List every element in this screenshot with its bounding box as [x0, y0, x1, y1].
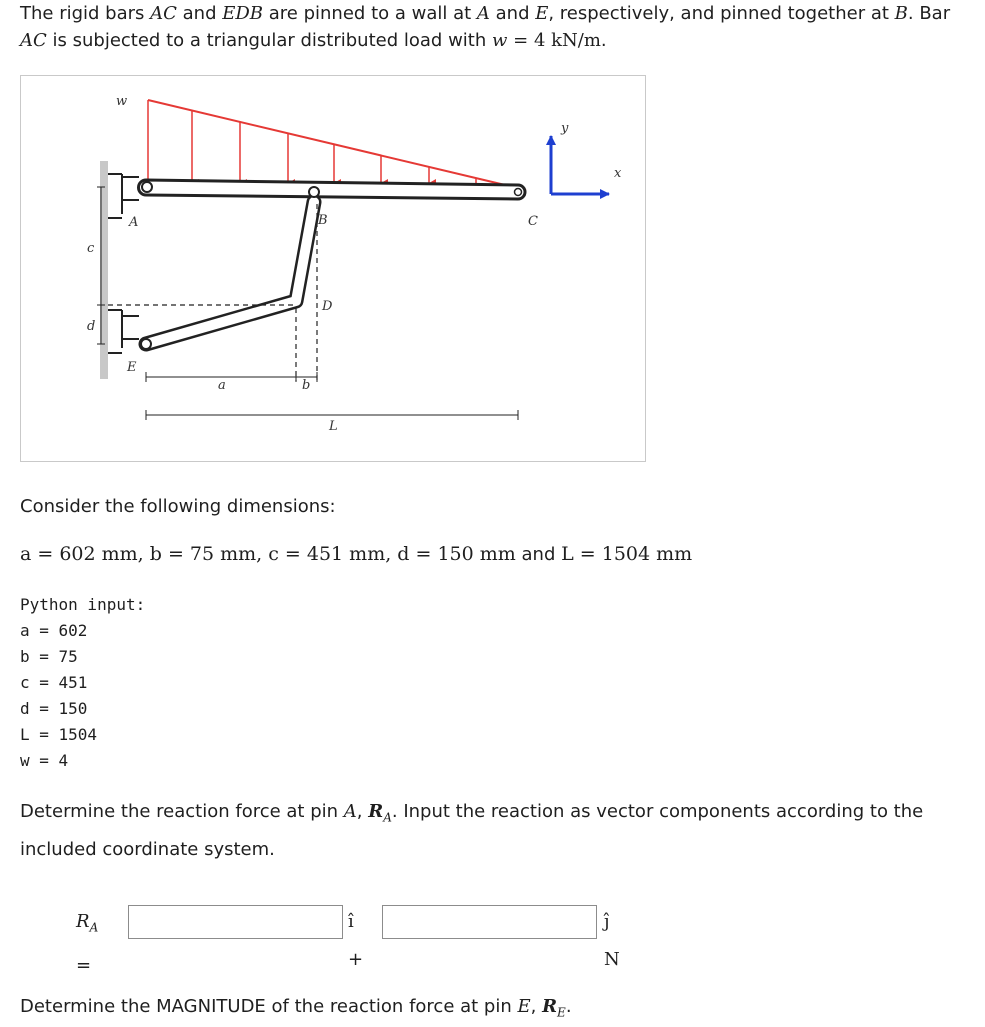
dimensions-values	[20, 541, 692, 568]
dimensions-list: a = 602 mm, b = 75 mm, c = 451 mm, d = 150 mm	[20, 543, 516, 565]
newton-unit: N	[604, 949, 620, 970]
python-line: c = 451	[20, 673, 88, 692]
ra-x-component-input[interactable]	[128, 905, 343, 939]
intro-text: , respectively, and pinned together at	[548, 3, 895, 24]
label-c-dim: c	[87, 241, 95, 256]
question-text: Determine the MAGNITUDE of the reaction force at pin	[20, 996, 518, 1017]
intro-text: The rigid bars	[20, 3, 151, 24]
intro-text: .	[600, 30, 607, 51]
distributed-load	[148, 100, 526, 190]
question-text: Determine the reaction force at pin	[20, 801, 344, 822]
ra-label-subscript: A	[89, 920, 99, 935]
python-header: Python input:	[20, 595, 146, 614]
reaction-subscript: A	[383, 810, 392, 825]
pin-e-symbol: E	[517, 996, 531, 1017]
intro-text: is subjected to a triangular distributed load with	[46, 30, 492, 51]
dimensions-and: and	[515, 544, 562, 565]
ra-label-symbol: R	[76, 911, 90, 932]
python-input-block	[20, 592, 145, 774]
i-hat-glyph: î	[348, 911, 354, 932]
python-line: a = 602	[20, 621, 88, 640]
pin-a-symbol: A	[343, 801, 357, 822]
problem-figure	[20, 75, 646, 462]
bar-ac-symbol: AC	[20, 30, 47, 51]
reaction-subscript: E	[557, 1005, 566, 1020]
python-line: L = 1504	[20, 725, 98, 744]
load-symbol: w	[491, 30, 508, 51]
dimensions-intro: Consider the following dimensions:	[20, 496, 336, 517]
i-hat-unit	[348, 903, 363, 979]
pin-a-symbol: A	[476, 3, 490, 24]
label-b: B	[318, 213, 328, 228]
intro-text: and	[489, 3, 536, 24]
ra-y-component-input[interactable]	[382, 905, 597, 939]
label-y-axis: y	[561, 121, 569, 136]
reaction-symbol: R	[368, 801, 384, 822]
pin-e-symbol: E	[535, 3, 549, 24]
dimension-l: L = 1504 mm	[561, 543, 693, 565]
question-text: ,	[356, 801, 369, 822]
python-line: w = 4	[20, 751, 69, 770]
pin-b-symbol: B	[894, 3, 908, 24]
label-d-point: D	[322, 299, 333, 314]
question-reaction-a	[20, 796, 970, 865]
label-c-point: C	[528, 214, 538, 229]
question-text: ,	[530, 996, 543, 1017]
mechanism-diagram	[21, 76, 645, 461]
bar-edb-symbol: EDB	[222, 3, 264, 24]
question-text: . Input the reaction as vector components according to the included coordinate system.	[20, 801, 924, 860]
question-text: .	[565, 996, 572, 1017]
intro-text: and	[176, 3, 223, 24]
label-e: E	[127, 360, 137, 375]
plus-sign: +	[348, 949, 364, 970]
label-a: A	[129, 215, 139, 230]
bar-ac-symbol: AC	[150, 3, 177, 24]
j-hat-glyph: ĵ	[604, 911, 610, 932]
equals-sign: =	[507, 30, 534, 51]
label-d-dim: d	[87, 319, 96, 334]
bar-ac	[139, 180, 526, 199]
problem-statement	[20, 0, 970, 54]
support-e	[108, 310, 139, 353]
python-line: b = 75	[20, 647, 78, 666]
label-b-dim: b	[302, 378, 311, 393]
bar-edb	[141, 187, 319, 349]
reference-lines	[108, 204, 317, 381]
intro-text: are pinned to a wall at	[263, 3, 477, 24]
ra-label-equals: =	[76, 954, 92, 976]
label-x-axis: x	[614, 166, 622, 181]
support-a	[108, 174, 139, 218]
j-hat-unit	[604, 903, 620, 979]
ra-label	[76, 903, 98, 985]
python-line: d = 150	[20, 699, 88, 718]
load-value: 4 kN/m	[533, 30, 601, 51]
intro-text: . Bar	[907, 3, 951, 24]
reaction-symbol: R	[542, 996, 558, 1017]
label-a-dim: a	[218, 378, 226, 393]
label-w: w	[116, 94, 128, 109]
label-l-dim: L	[329, 419, 338, 434]
question-reaction-e	[20, 993, 572, 1027]
coordinate-axes	[551, 136, 609, 194]
